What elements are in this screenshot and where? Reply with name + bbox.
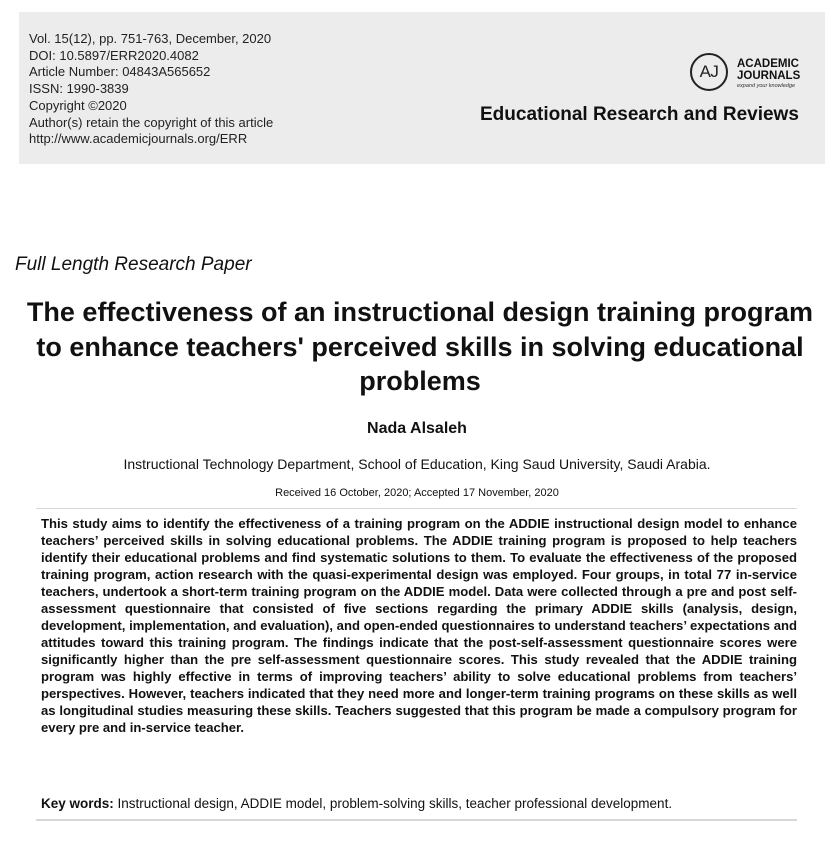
article-number-line: Article Number: 04843A565652 [29, 64, 211, 80]
logo-tagline: expand your knowledge [737, 83, 796, 89]
doi-line[interactable]: DOI: 10.5897/ERR2020.4082 [29, 47, 199, 63]
issn-line: ISSN: 1990-3839 [29, 81, 129, 97]
keywords-label: Key words: [41, 796, 114, 811]
copyright-line: Copyright ©2020 [29, 97, 127, 113]
paper-type: Full Length Research Paper [15, 254, 252, 275]
author-affiliation: Instructional Technology Department, School of Education, King Saud University, Saudi Arabia. [123, 456, 711, 472]
academic-journals-logo [690, 53, 834, 97]
rights-line: Author(s) retain the copyright of this article [29, 114, 274, 130]
abstract-divider [36, 508, 797, 509]
keywords [41, 796, 672, 811]
logo-line-2: JOURNALS [737, 70, 801, 82]
logo-wordmark [737, 58, 800, 82]
author-name: Nada Alsaleh [367, 420, 467, 437]
article-metadata [29, 31, 273, 148]
keywords-list: Instructional design, ADDIE model, problem-solving skills, teacher professional development. [117, 796, 673, 811]
volume-line: Vol. 15(12), pp. 751-763, December, 2020 [29, 31, 272, 46]
received-accepted-dates: Received 16 October, 2020; Accepted 17 November, 2020 [275, 487, 559, 499]
journal-name: Educational Research and Reviews [480, 104, 799, 125]
abstract-text: This study aims to identify the effectiveness of a training program on the ADDIE instructional design model to enhance teachers’ perceived skills in solving educational problems. The ADDIE training program is proposed to help teachers identify their educational problems and find systematic solutions to them. To evaluate the effectiveness of the proposed training program, action research with the quasi-experimental design was employed. Four groups, in total 77 in-service teachers, undertook a short-term training program on the ADDIE model. Data were collected through a pre and post self-assessment questionnaire that consisted of five sections regarding the primary ADDIE skills (analysis, design, development, implementation, and evaluation), and open-ended questionnaires to understand teachers’ expectations and attitudes toward this training program. The findings indicate that the post-self-assessment questionnaire scores were significantly higher than the pre self-assessment questionnaire scores. This study revealed that the ADDIE training program was highly effective in terms of improving teachers’ ability to solve educational problems from teachers’ perspectives. However, teachers indicated that they need more and longer-term training programs on these skills as well as longitudinal studies measuring these skills. Teachers suggested that this program be made a compulsory program for every pre and in-service teacher. [41, 516, 797, 735]
bottom-divider [36, 819, 797, 821]
paper-title: The effectiveness of an instructional design training program to enhance teachers' perceived skills in solving educational problems [26, 297, 814, 396]
aj-logo-mark: AJ [690, 53, 728, 91]
logo-line-1: ACADEMIC [737, 58, 799, 70]
journal-url-link[interactable]: http://www.academicjournals.org/ERR [29, 131, 248, 147]
